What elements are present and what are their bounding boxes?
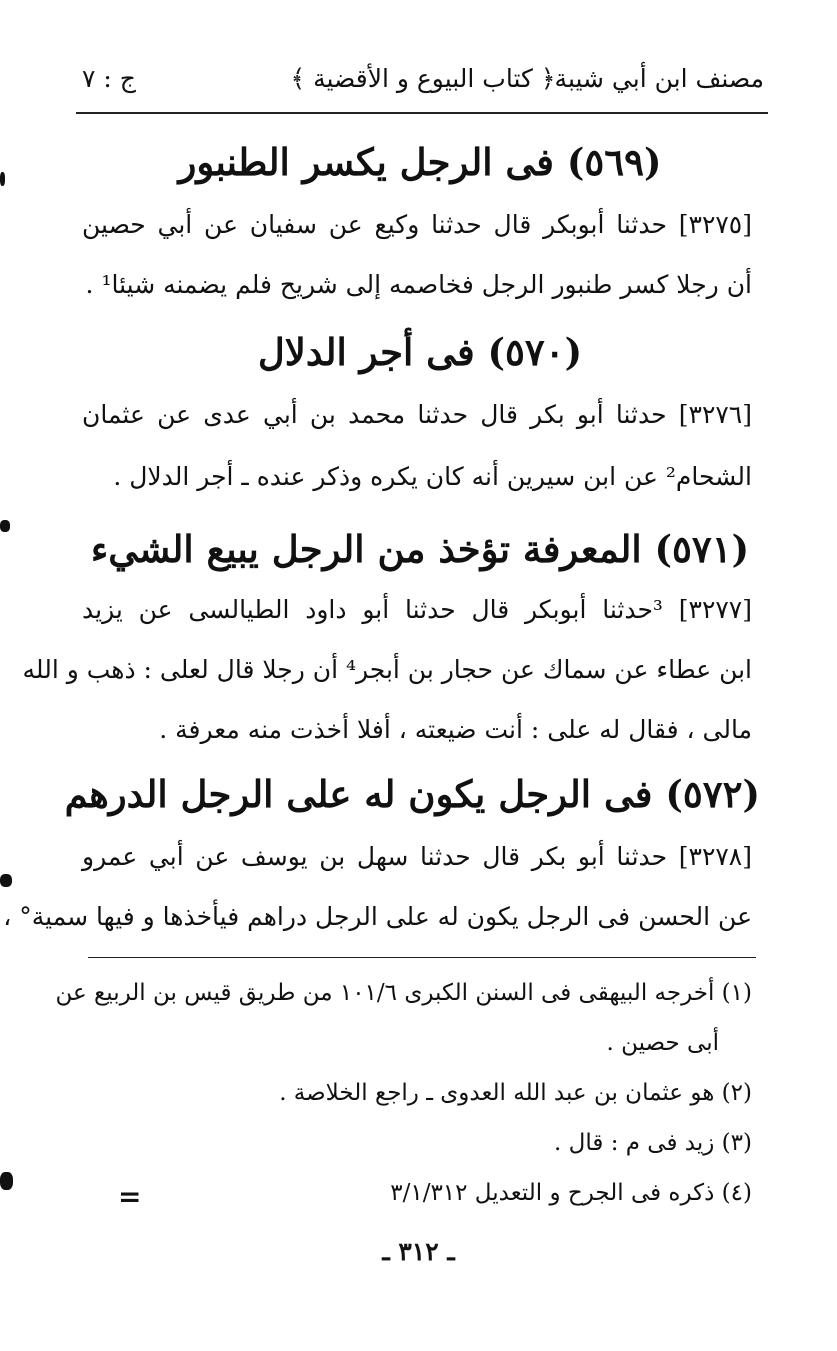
hadith-3275-line-2: أن رجلا كسر طنبور الرجل فخاصمه إلى شريح فلم يضمنه شيئا¹ . <box>85 270 752 299</box>
footnote-2: (٢) هو عثمان بن عبد الله العدوى ـ راجع الخلاصة . <box>279 1080 752 1106</box>
section-heading-571: (٥٧١) المعرفة تؤخذ من الرجل يبيع الشيء <box>90 527 750 571</box>
page-number: ـ ٣١٢ ـ <box>382 1237 455 1266</box>
hadith-3276-line-1: [٣٢٧٦] حدثنا أبو بكر قال حدثنا محمد بن أبي عدى عن عثمان <box>82 400 752 429</box>
footnote-1-continuation: أبى حصين . <box>606 1030 719 1056</box>
hadith-3277-line-2: ابن عطاء عن سماك عن حجار بن أبجر⁴ أن رجلا قال لعلى : ذهب و الله <box>22 655 752 684</box>
hadith-3278-line-1: [٣٢٧٨] حدثنا أبو بكر قال حدثنا سهل بن يوسف عن أبي عمرو <box>82 842 752 871</box>
scan-edge-mark <box>0 1172 13 1190</box>
scan-edge-mark <box>0 520 10 532</box>
scan-edge-mark <box>0 172 5 186</box>
section-heading-572: (٥٧٢) فى الرجل يكون له على الرجل الدرهم <box>64 772 760 816</box>
footnote-rule <box>88 957 756 958</box>
running-header <box>78 58 768 110</box>
hadith-3277-line-1: [٣٢٧٧] ³حدثنا أبوبكر قال حدثنا أبو داود الطيالسى عن يزيد <box>82 595 752 624</box>
hadith-3276-line-2: الشحام² عن ابن سيرين أنه كان يكره وذكر عنده ـ أجر الدلال . <box>113 462 752 491</box>
header-book-title: مصنف ابن أبي شيبة <box>554 64 764 93</box>
footnote-1: (١) أخرجه البيهقى فى السنن الكبرى ١٠١/٦ من طريق قيس بن الربيع عن <box>55 980 752 1006</box>
footnote-3: (٣) زيد فى م : قال . <box>554 1130 752 1156</box>
stray-mark: = <box>118 1180 142 1213</box>
scan-edge-mark <box>0 874 12 887</box>
footnote-4: (٤) ذكره فى الجرح و التعديل ٣/١/٣١٢ <box>390 1180 752 1206</box>
header-volume: ج : ٧ <box>82 64 136 93</box>
section-heading-569: (٥٦٩) فى الرجل يكسر الطنبور <box>178 140 662 184</box>
header-rule <box>76 112 768 114</box>
section-heading-570: (٥٧٠) فى أجر الدلال <box>257 330 583 374</box>
hadith-3275-line-1: [٣٢٧٥] حدثنا أبوبكر قال حدثنا وكيع عن سفيان عن أبي حصين <box>82 210 752 239</box>
hadith-3278-line-2: عن الحسن فى الرجل يكون له على الرجل دراهم فيأخذها و فيها سمية° ، <box>3 902 752 931</box>
hadith-3277-line-3: مالى ، فقال له على : أنت ضيعته ، أفلا أخذت منه معرفة . <box>159 715 752 744</box>
header-chapter-title: ﴿ كتاب البيوع و الأقضية ﴾ <box>290 64 556 93</box>
